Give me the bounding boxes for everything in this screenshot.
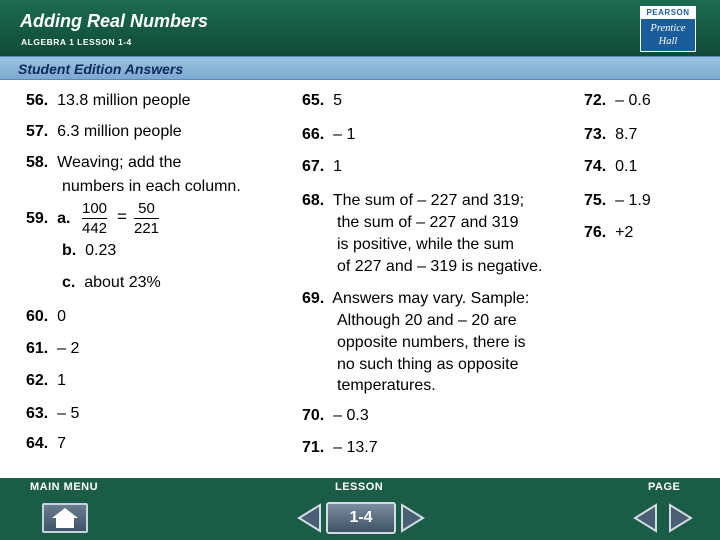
answer-text: 7 <box>57 435 67 452</box>
answer-65 <box>302 90 342 112</box>
fraction-denominator: 221 <box>134 220 160 237</box>
answer-75 <box>584 190 651 212</box>
part-b-label: b. <box>62 242 77 259</box>
equals-sign: = <box>117 207 127 226</box>
answer-text: – 1.9 <box>615 192 651 209</box>
answer-number: 73. <box>584 126 607 143</box>
fraction-bar <box>134 218 159 219</box>
fraction-numerator: 100 <box>82 200 108 217</box>
answer-64 <box>26 433 66 455</box>
answer-text-line1: Answers may vary. Sample: <box>332 290 530 307</box>
page-label: PAGE <box>648 481 681 493</box>
answer-70 <box>302 405 369 427</box>
answer-number: 56. <box>26 92 49 109</box>
page-title: Adding Real Numbers <box>20 11 209 31</box>
answer-69-line2: Although 20 and – 20 are <box>337 312 517 329</box>
answer-text: 13.8 million people <box>57 92 191 109</box>
answer-76 <box>584 222 633 244</box>
answer-59 <box>26 208 70 230</box>
logo-line1: Prentice <box>650 23 686 34</box>
fraction-denominator: 442 <box>82 220 108 237</box>
answer-text-line1: The sum of – 227 and 319; <box>332 192 525 209</box>
answer-number: 65. <box>302 92 325 109</box>
answer-number: 57. <box>26 123 49 140</box>
answer-text: – 0.6 <box>615 92 651 109</box>
part-b-text: 0.23 <box>85 242 117 259</box>
answer-text: – 0.3 <box>333 407 369 424</box>
answer-58-line2: numbers in each column. <box>62 178 241 195</box>
answer-number: 68. <box>302 192 325 209</box>
answer-text: – 13.7 <box>333 439 378 456</box>
previous-lesson-icon[interactable] <box>296 503 322 533</box>
main-menu-label: MAIN MENU <box>30 481 99 493</box>
answer-69-line5: temperatures. <box>337 377 436 394</box>
answer-number: 64. <box>26 435 49 452</box>
answer-63 <box>26 403 79 425</box>
fraction-bar <box>82 218 107 219</box>
answer-number: 70. <box>302 407 325 424</box>
answer-66 <box>302 124 355 146</box>
answer-number: 62. <box>26 372 49 389</box>
answer-number: 59. <box>26 210 49 227</box>
answer-68-line3: is positive, while the sum <box>337 236 514 253</box>
lesson-button[interactable] <box>326 502 396 534</box>
answer-number: 69. <box>302 290 325 307</box>
answer-number: 60. <box>26 308 49 325</box>
answer-text: 5 <box>333 92 343 109</box>
main-menu-button[interactable] <box>42 503 88 533</box>
next-page-icon[interactable] <box>668 503 694 533</box>
answer-text: +2 <box>615 224 634 241</box>
answer-59-part-c <box>62 272 161 294</box>
answer-69 <box>302 288 529 310</box>
answer-72 <box>584 90 651 112</box>
home-icon <box>51 507 79 529</box>
answer-text: – 5 <box>57 405 80 422</box>
answer-71 <box>302 437 378 459</box>
lesson-number: 1-4 <box>349 509 373 526</box>
answer-60 <box>26 306 66 328</box>
part-a-label: a. <box>57 210 71 227</box>
section-bar <box>0 56 720 80</box>
footer-bar <box>0 478 720 540</box>
answer-text: 1 <box>57 372 67 389</box>
answer-69-line3: opposite numbers, there is <box>337 334 526 351</box>
next-lesson-icon[interactable] <box>400 503 426 533</box>
fraction-50-221 <box>134 200 159 237</box>
answer-number: 75. <box>584 192 607 209</box>
answer-68 <box>302 190 524 212</box>
answer-number: 71. <box>302 439 325 456</box>
answer-59-part-b <box>62 240 116 262</box>
answer-58 <box>26 152 181 174</box>
answer-61 <box>26 338 79 360</box>
answer-56 <box>26 90 191 112</box>
answer-text: 6.3 million people <box>57 123 182 140</box>
fraction-numerator: 50 <box>138 200 155 217</box>
answer-number: 76. <box>584 224 607 241</box>
answer-text: 0 <box>57 308 67 325</box>
answer-number: 66. <box>302 126 325 143</box>
logo-pearson-text: PEARSON <box>641 7 695 19</box>
answer-text: – 2 <box>57 340 80 357</box>
answer-number: 58. <box>26 154 49 171</box>
lesson-subtitle: ALGEBRA 1 LESSON 1-4 <box>21 37 132 47</box>
pearson-logo <box>640 6 696 52</box>
answer-62 <box>26 370 66 392</box>
part-c-label: c. <box>62 274 76 291</box>
part-c-text: about 23% <box>84 274 161 291</box>
answer-text: 8.7 <box>615 126 638 143</box>
answer-text: 0.1 <box>615 158 638 175</box>
answer-number: 67. <box>302 158 325 175</box>
answer-number: 74. <box>584 158 607 175</box>
answer-68-line2: the sum of – 227 and 319 <box>337 214 519 231</box>
logo-prentice-hall <box>641 19 695 51</box>
answer-text: 1 <box>333 158 343 175</box>
header-bar <box>0 0 720 56</box>
fraction-100-442 <box>82 200 107 237</box>
answer-number: 72. <box>584 92 607 109</box>
lesson-label: LESSON <box>335 481 384 493</box>
answer-67 <box>302 156 342 178</box>
answer-57 <box>26 121 182 143</box>
answer-74 <box>584 156 637 178</box>
answer-text: – 1 <box>333 126 356 143</box>
section-title: Student Edition Answers <box>18 61 184 77</box>
answer-number: 63. <box>26 405 49 422</box>
answer-68-line4: of 227 and – 319 is negative. <box>337 258 543 275</box>
logo-line2: Hall <box>658 36 678 47</box>
answer-73 <box>584 124 637 146</box>
answer-number: 61. <box>26 340 49 357</box>
answer-69-line4: no such thing as opposite <box>337 356 519 373</box>
previous-page-icon[interactable] <box>632 503 658 533</box>
answer-text: Weaving; add the <box>57 154 182 171</box>
